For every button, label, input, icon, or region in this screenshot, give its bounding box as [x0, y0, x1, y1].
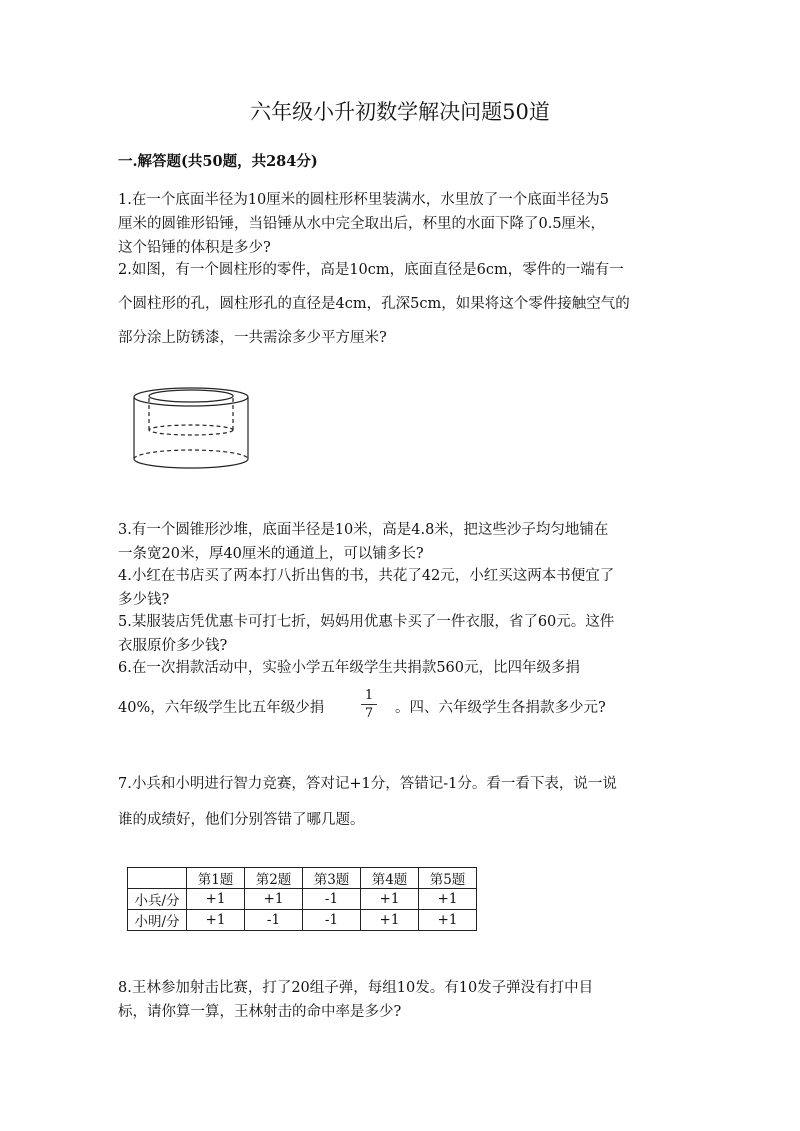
problem-5-line-1: 5.某服装店凭优惠卡可打七折，妈妈用优惠卡买了一件衣服，省了60元。这件: [118, 614, 615, 630]
table-cell: +1: [419, 889, 477, 910]
problem-4-line-2: 多少钱?: [118, 592, 170, 608]
section-heading: 一.解答题(共50题，共284分): [118, 153, 318, 170]
table-header-cell: 第5题: [419, 868, 477, 889]
table-header-cell: 第4题: [361, 868, 419, 889]
table-cell: -1: [303, 889, 361, 910]
problem-1-line-1: 1.在一个底面半径为10厘米的圆柱形杯里装满水，水里放了一个底面半径为5: [118, 192, 610, 208]
problem-1-line-3: 这个铅锤的体积是多少?: [118, 240, 271, 256]
table-row: [128, 889, 477, 910]
table-cell: +1: [245, 889, 303, 910]
fraction-one-seventh: [361, 688, 377, 721]
table-cell: -1: [245, 910, 303, 931]
problem-6-line-2a: 40%，六年级学生比五年级少捐: [118, 700, 325, 716]
problem-3-line-1: 3.有一个圆锥形沙堆，底面半径是10米，高是4.8米，把这些沙子均匀地铺在: [118, 522, 609, 538]
table-header-cell: [128, 868, 187, 889]
problem-7-line-1: 7.小兵和小明进行智力竞赛，答对记+1分，答错记-1分。看一看下表，说一说: [118, 776, 617, 792]
fraction-denominator: 7: [364, 706, 374, 721]
table-header-cell: 第2题: [245, 868, 303, 889]
problem-6-line-2b: 。四、六年级学生各捐款多少元?: [395, 700, 606, 716]
hollow-cylinder-figure: [128, 383, 258, 475]
fraction-bar: [361, 704, 377, 705]
problem-8-line-2: 标，请你算一算，王林射击的命中率是多少?: [118, 1004, 402, 1020]
table-row: [128, 910, 477, 931]
problem-8-line-1: 8.王林参加射击比赛，打了20组子弹，每组10发。有10发子弹没有打中目: [118, 980, 594, 996]
table-cell: +1: [187, 889, 245, 910]
problem-7-line-2: 谁的成绩好，他们分别答错了哪几题。: [118, 812, 365, 828]
table-cell: -1: [303, 910, 361, 931]
table-cell: 小兵/分: [128, 889, 187, 910]
problem-6-line-1: 6.在一次捐款活动中，实验小学五年级学生共捐款560元，比四年级多捐: [118, 660, 581, 676]
problem-1-line-2: 厘米的圆锥形铅锤，当铅锤从水中完全取出后，杯里的水面下降了0.5厘米，: [118, 216, 606, 232]
fraction-numerator: 1: [364, 688, 374, 703]
score-table: [127, 867, 477, 931]
problem-2-line-1: 2.如图，有一个圆柱形的零件，高是10cm，底面直径是6cm，零件的一端有一: [118, 262, 624, 278]
problem-2-line-2: 个圆柱形的孔，圆柱形孔的直径是4cm，孔深5cm，如果将这个零件接触空气的: [118, 296, 630, 312]
table-header-row: [128, 868, 477, 889]
table-cell: +1: [361, 910, 419, 931]
problem-2-line-3: 部分涂上防锈漆，一共需涂多少平方厘米?: [118, 330, 387, 346]
table-header-cell: 第1题: [187, 868, 245, 889]
problem-4-line-1: 4.小红在书店买了两本打八折出售的书，共花了42元，小红买这两本书便宜了: [118, 568, 615, 584]
problem-3-line-2: 一条宽20米，厚40厘米的通道上，可以铺多长?: [118, 546, 424, 562]
table-header-cell: 第3题: [303, 868, 361, 889]
problem-5-line-2: 衣服原价多少钱?: [118, 638, 228, 654]
page-title: 六年级小升初数学解决问题50道: [250, 100, 550, 124]
table-cell: 小明/分: [128, 910, 187, 931]
table-cell: +1: [187, 910, 245, 931]
table-cell: +1: [361, 889, 419, 910]
table-cell: +1: [419, 910, 477, 931]
